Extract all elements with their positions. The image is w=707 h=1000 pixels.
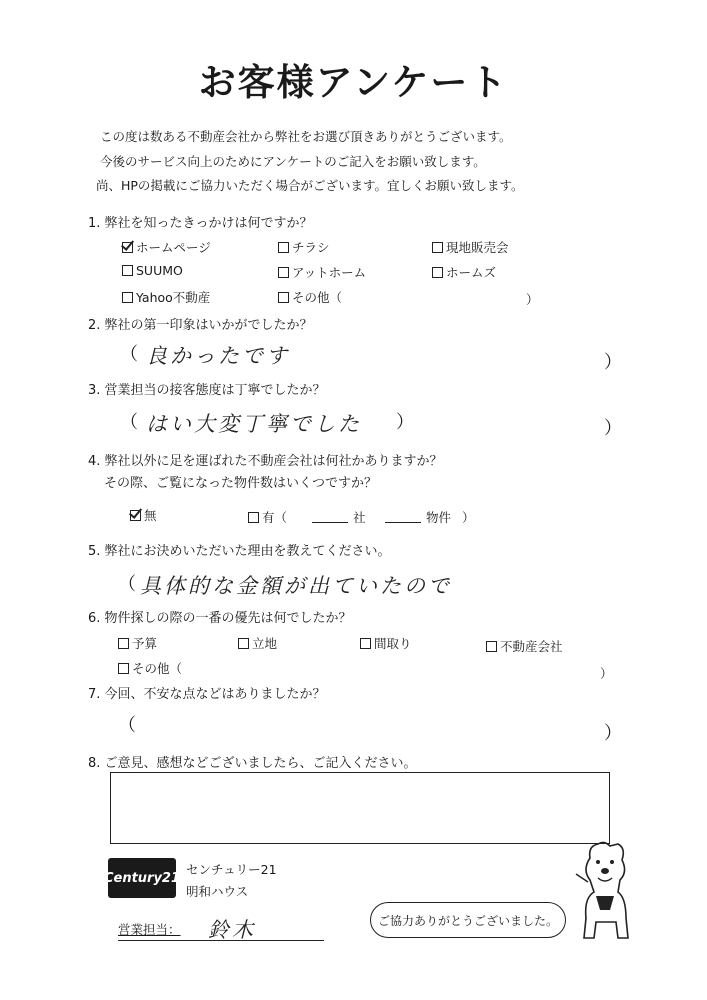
question-1-label: 1. 弊社を知ったきっかけは何ですか？ xyxy=(88,216,313,231)
q4-company-count-blank[interactable] xyxy=(312,522,348,523)
q1-option-yahoo[interactable]: Yahoo不動産 xyxy=(122,288,210,306)
checkbox-icon[interactable] xyxy=(118,663,129,674)
q3-close-paren: ） xyxy=(604,418,622,439)
q6-option-location[interactable]: 立地 xyxy=(238,634,277,652)
dog-mascot-icon xyxy=(568,838,638,948)
staff-label: 営業担当： xyxy=(118,922,181,937)
question-4-label: 4. 弊社以外に足を運ばれた不動産会社は何社かありますか？ xyxy=(88,454,443,469)
q1-option-homepage[interactable]: ホームページ xyxy=(122,238,211,256)
checkbox-icon[interactable] xyxy=(248,512,259,523)
q1-option-athome[interactable]: アットホーム xyxy=(278,263,366,281)
q6-option-budget[interactable]: 予算 xyxy=(118,634,157,652)
checkbox-icon[interactable] xyxy=(486,641,497,652)
q5-open-paren: （ xyxy=(118,574,136,595)
q6-option-agency[interactable]: 不動産会社 xyxy=(486,637,563,655)
company-name-line-1: センチュリー21 xyxy=(186,862,277,877)
checkbox-icon[interactable] xyxy=(278,242,289,253)
thanks-text: ご協力ありがとうございました。 xyxy=(377,913,558,928)
checkbox-icon[interactable] xyxy=(432,267,443,278)
checkbox-icon[interactable] xyxy=(278,267,289,278)
q4-bukken-label: 物件 xyxy=(426,510,452,525)
question-7-label: 7. 今回、不安な点などはありましたか？ xyxy=(88,687,326,702)
intro-line-2: 今後のサービス向上のためにアンケートのご記入をお願い致します。 xyxy=(100,154,486,169)
checkbox-checked-icon[interactable] xyxy=(122,242,133,253)
checkbox-icon[interactable] xyxy=(238,638,249,649)
q3-answer[interactable]: はい大変丁寧でした xyxy=(146,412,362,436)
q6-close-paren: ） xyxy=(600,666,613,681)
q2-answer[interactable]: 良かったです xyxy=(146,344,290,368)
q4-close-paren: ） xyxy=(462,510,475,525)
question-5-label: 5. 弊社にお決めいただいた理由を教えてください。 xyxy=(88,544,391,559)
q1-option-open-house[interactable]: 現地販売会 xyxy=(432,238,509,256)
company-name-line-2: 明和ハウス xyxy=(186,884,249,899)
q1-other-close-paren: ） xyxy=(526,292,539,307)
q4-option-yes[interactable]: 有（ xyxy=(248,508,287,526)
staff-name[interactable]: 鈴木 xyxy=(208,918,256,942)
q6-option-layout[interactable]: 間取り xyxy=(360,634,412,652)
q5-answer[interactable]: 具体的な金額が出ていたので xyxy=(140,574,452,598)
q6-option-other[interactable]: その他（ xyxy=(118,659,182,677)
q1-option-homes[interactable]: ホームズ xyxy=(432,263,496,281)
q3-open-paren: （ xyxy=(120,412,138,433)
intro-line-3: 尚、HPの掲載にご協力いただく場合がございます。宜しくお願い致します。 xyxy=(96,178,524,193)
checkbox-icon[interactable] xyxy=(122,292,133,303)
checkbox-icon[interactable] xyxy=(360,638,371,649)
question-4-label-2: その際、ご覧になった物件数はいくつですか？ xyxy=(104,476,378,491)
q1-option-other[interactable]: その他（ xyxy=(278,288,342,306)
q4-option-none[interactable]: 無 xyxy=(130,506,157,524)
intro-line-1: この度は数ある不動産会社から弊社をお選び頂きありがとうございます。 xyxy=(100,129,512,144)
q1-option-suumo[interactable]: SUUMO xyxy=(122,263,183,278)
q4-sha-label: 社 xyxy=(353,510,366,525)
q7-open-paren: （ xyxy=(118,715,136,736)
question-6-label: 6. 物件探しの際の一番の優先は何でしたか？ xyxy=(88,611,352,626)
checkbox-checked-icon[interactable] xyxy=(130,510,141,521)
q2-open-paren: （ xyxy=(120,344,138,365)
thanks-speech-bubble xyxy=(370,902,566,938)
q7-close-paren: ） xyxy=(604,723,622,744)
century21-logo: Century21 xyxy=(108,858,176,898)
question-3-label: 3. 営業担当の接客態度は丁寧でしたか？ xyxy=(88,383,326,398)
q3-handwritten-close-paren: ） xyxy=(396,412,414,433)
checkbox-icon[interactable] xyxy=(118,638,129,649)
comment-textarea[interactable] xyxy=(110,772,610,844)
page-title: お客様アンケート xyxy=(198,61,509,104)
question-8-label: 8. ご意見、感想などございましたら、ご記入ください。 xyxy=(88,756,417,771)
q4-property-count-blank[interactable] xyxy=(385,522,421,523)
checkbox-icon[interactable] xyxy=(122,265,133,276)
checkbox-icon[interactable] xyxy=(278,292,289,303)
question-2-label: 2. 弊社の第一印象はいかがでしたか？ xyxy=(88,318,313,333)
q1-option-flyer[interactable]: チラシ xyxy=(278,238,330,256)
checkbox-icon[interactable] xyxy=(432,242,443,253)
q2-close-paren: ） xyxy=(604,352,622,373)
